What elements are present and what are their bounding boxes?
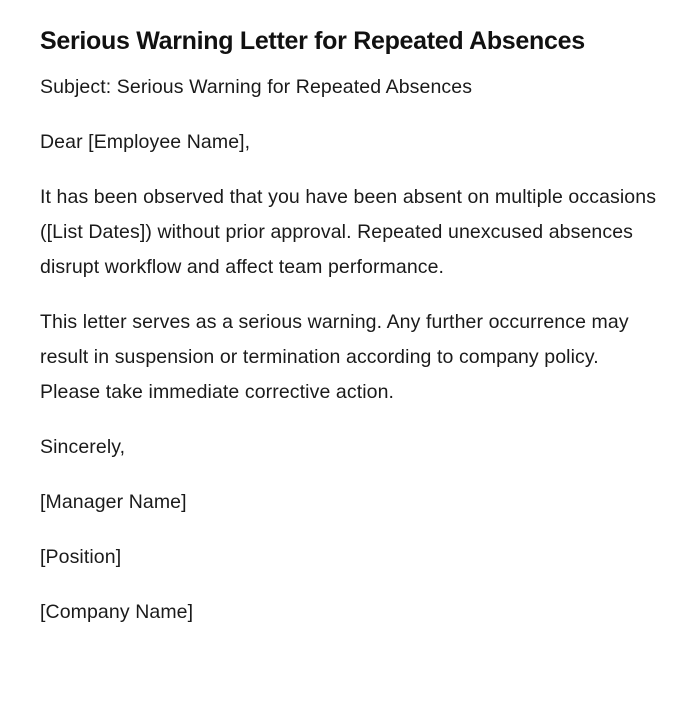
letter-paragraph: It has been observed that you have been absent on multiple occasions ([List Dates]) without prior approval. Repeated unexcused absences disrupt workflow and affect team performance. xyxy=(40,186,657,278)
letter-title: Serious Warning Letter for Repeated Absences xyxy=(40,27,585,55)
signature-position: [Position] xyxy=(40,546,122,568)
letter-subject: Subject: Serious Warning for Repeated Absences xyxy=(40,76,473,98)
signature-name: [Manager Name] xyxy=(40,491,187,513)
signature-company: [Company Name] xyxy=(40,601,194,623)
letter-closing: Sincerely, xyxy=(40,436,126,458)
letter-document xyxy=(40,24,660,630)
letter-salutation: Dear [Employee Name], xyxy=(40,131,251,153)
letter-paragraph: This letter serves as a serious warning. Any further occurrence may result in suspension or termination according to company policy. Please take immediate corrective action. xyxy=(40,311,629,403)
